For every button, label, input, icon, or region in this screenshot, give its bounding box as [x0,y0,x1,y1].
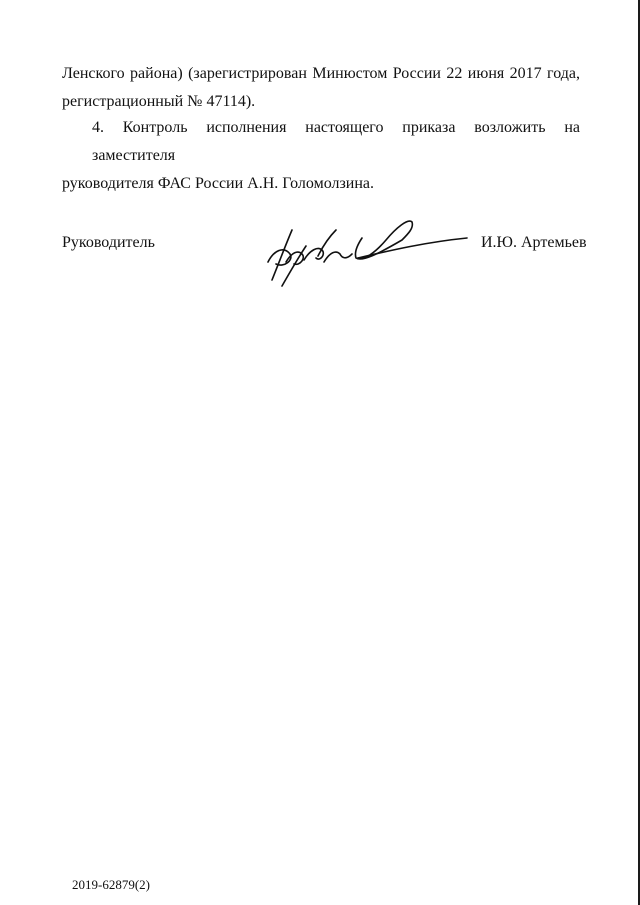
paragraph-line: руководителя ФАС России А.Н. Голомолзина. [62,175,375,192]
paragraph-4 [62,114,580,198]
document-number: 2019-62879(2) [72,877,150,892]
paragraph-line: Ленского района) (зарегистрирован Минюстом России 22 июня 2017 года, [62,65,580,82]
paragraph-line: 4. Контроль исполнения настоящего приказа возложить на заместителя [92,119,580,164]
signatory-title: Руководитель [62,234,155,251]
paragraph-continuation [62,60,580,116]
paragraph-line: регистрационный № 47114). [62,93,256,110]
signatory-name: И.Ю. Артемьев [481,234,587,251]
handwritten-signature [262,210,472,290]
